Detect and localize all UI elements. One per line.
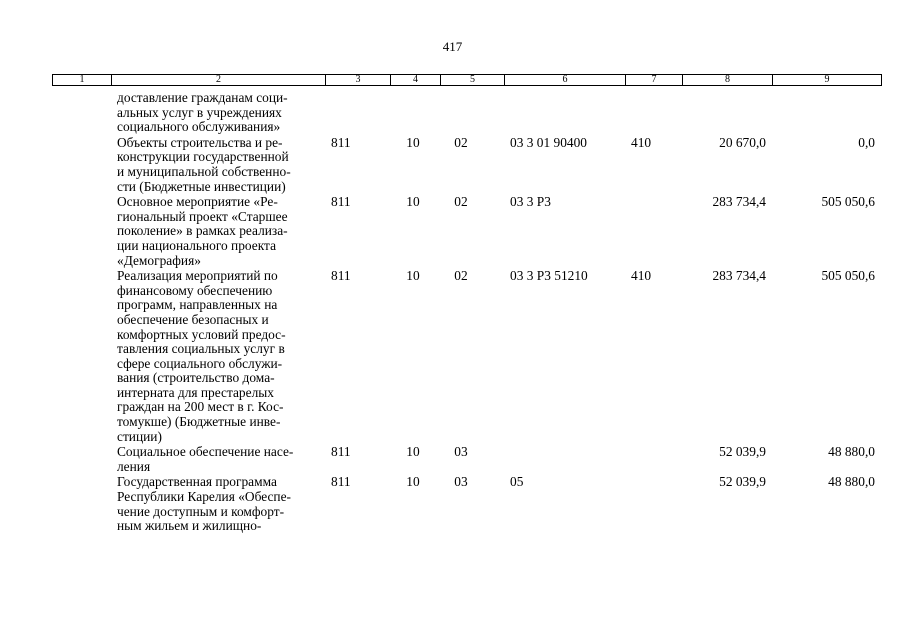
header-col-9: 9 [773, 75, 882, 86]
table-row [52, 195, 881, 269]
section-code: 10 [406, 268, 420, 284]
row-name: Объекты строительства и ре- конструкции государственной и муниципальной собственно- сти (Бюджетные инвестиции) [117, 134, 291, 194]
expense-type-code: 410 [631, 268, 652, 284]
col-1-cell [52, 136, 111, 195]
header-col-1: 1 [53, 75, 112, 86]
expense-type-code [625, 475, 682, 534]
table-row [52, 269, 881, 445]
col-1-cell [52, 91, 111, 136]
amount-col-9: 505 050,6 [821, 268, 875, 284]
page-number: 417 [442, 39, 463, 54]
amount-col-9: 0,0 [858, 134, 875, 150]
column-number-header [52, 74, 882, 86]
amount-col-9 [772, 91, 881, 136]
expense-type-code [625, 445, 682, 475]
section-code [390, 91, 440, 136]
col-1-cell [52, 475, 111, 534]
subsection-code: 02 [454, 268, 468, 284]
target-article-code: 03 3 P3 51210 [510, 268, 588, 284]
ministry-code: 811 [331, 194, 351, 210]
target-article-code [504, 91, 625, 136]
amount-col-8 [682, 91, 772, 136]
row-name: Основное мероприятие «Ре- гиональный проект «Старшее поколение» в рамках реализа- ции национального проекта «Демография» [117, 194, 288, 268]
target-article-code: 05 [510, 474, 524, 490]
header-col-7: 7 [626, 75, 683, 86]
target-article-code: 03 3 P3 [510, 194, 551, 210]
expense-type-code: 410 [631, 134, 652, 150]
table-row [52, 91, 881, 136]
subsection-code: 02 [454, 134, 468, 150]
section-code: 10 [406, 444, 420, 460]
subsection-code [440, 91, 504, 136]
ministry-code: 811 [331, 444, 351, 460]
table-row [52, 136, 881, 195]
row-name: доставление гражданам соци- альных услуг в учреждениях социального обслуживания» [117, 90, 288, 135]
ministry-code [325, 91, 390, 136]
amount-col-9: 48 880,0 [828, 474, 875, 490]
amount-col-9: 48 880,0 [828, 444, 875, 460]
ministry-code: 811 [331, 474, 351, 490]
expense-type-code [625, 91, 682, 136]
table-row [52, 445, 881, 475]
header-col-4: 4 [391, 75, 441, 86]
expense-type-code [625, 195, 682, 269]
section-code: 10 [406, 194, 420, 210]
target-article-code: 03 3 01 90400 [510, 134, 587, 150]
ministry-code: 811 [331, 268, 351, 284]
amount-col-8: 52 039,9 [719, 474, 766, 490]
header-col-2: 2 [112, 75, 326, 86]
ministry-code: 811 [331, 134, 351, 150]
header-col-6: 6 [505, 75, 626, 86]
table-row [52, 475, 881, 534]
amount-col-8: 283 734,4 [712, 268, 766, 284]
row-name: Государственная программа Республики Карелия «Обеспе- чение доступным и комфорт- ным жильем и жилищно- [117, 474, 292, 534]
header-col-3: 3 [326, 75, 391, 86]
header-col-8: 8 [683, 75, 773, 86]
subsection-code: 03 [454, 474, 468, 490]
target-article-code [504, 445, 625, 475]
header-col-5: 5 [441, 75, 505, 86]
amount-col-9: 505 050,6 [821, 194, 875, 210]
section-code: 10 [406, 134, 420, 150]
budget-table [52, 91, 881, 535]
col-1-cell [52, 269, 111, 445]
amount-col-8: 283 734,4 [712, 194, 766, 210]
col-1-cell [52, 445, 111, 475]
row-name: Социальное обеспечение насе- ления [117, 444, 294, 474]
section-code: 10 [406, 474, 420, 490]
amount-col-8: 20 670,0 [719, 134, 766, 150]
subsection-code: 02 [454, 194, 468, 210]
amount-col-8: 52 039,9 [719, 444, 766, 460]
col-1-cell [52, 195, 111, 269]
row-name: Реализация мероприятий по финансовому обеспечению программ, направленных на обеспечение безопасных и комфортных условий предос- тавления социальных услуг в сфере социального обслужи- вания (строительство дома- интерната для престарелых граждан на 200 мест в г. Кос- томукше) (Бюджетные инве- стиции) [117, 268, 286, 444]
subsection-code: 03 [454, 444, 468, 460]
